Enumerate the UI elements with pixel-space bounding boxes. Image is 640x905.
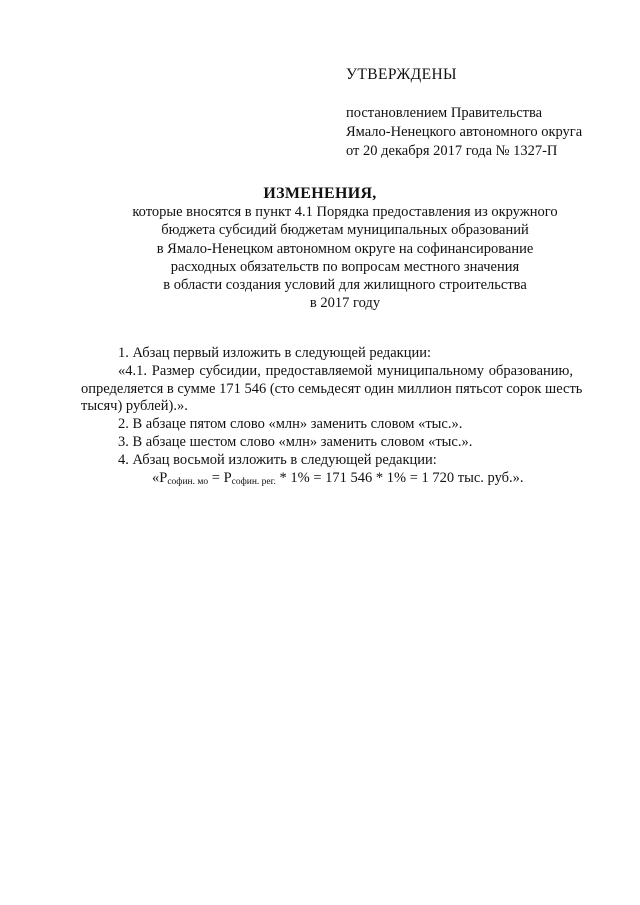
quote-line: определяется в сумме 171 546 (сто семьдесят один миллион пятьсот сорок шесть: [81, 380, 583, 397]
amendment-item-3: 3. В абзаце шестом слово «млн» заменить словом «тыс.».: [118, 433, 473, 450]
formula-subscript: софин. мо: [167, 476, 209, 487]
formula-open: «Р: [152, 469, 168, 486]
subtitle-line: которые вносятся в пункт 4.1 Порядка предоставления из окружного: [132, 204, 558, 220]
subtitle-line: расходных обязательств по вопросам местного значения: [170, 258, 520, 275]
document-title: ИЗМЕНЕНИЯ,: [263, 185, 377, 202]
decree-line: Ямало-Ненецкого автономного округа: [346, 124, 583, 140]
formula-mid: = Р: [208, 469, 232, 486]
quote-line: «4.1. Размер субсидии, предоставляемой муниципальному образованию,: [118, 362, 573, 379]
decree-line: постановлением Правительства: [346, 105, 543, 121]
subsidy-formula: [118, 470, 610, 492]
quote-line: тысяч) рублей).».: [81, 398, 188, 415]
decree-reference: [346, 104, 582, 161]
formula-rest: * 1% = 171 546 * 1% = 1 720 тыс. руб.».: [275, 469, 524, 486]
subtitle-line: в Ямало-Ненецком автономном округе на софинансирование: [156, 240, 534, 257]
approval-heading: УТВЕРЖДЕНЫ: [346, 66, 457, 83]
document-subtitle: [0, 203, 640, 313]
amendment-item-4: 4. Абзац восьмой изложить в следующей редакции:: [118, 451, 437, 468]
subtitle-line: в области создания условий для жилищного строительства: [163, 277, 527, 294]
amendment-item-2: 2. В абзаце пятом слово «млн» заменить словом «тыс.».: [118, 416, 463, 433]
amendment-item-1: 1. Абзац первый изложить в следующей редакции:: [118, 345, 432, 361]
amendment-quote: [81, 362, 583, 416]
decree-line: от 20 декабря 2017 года № 1327-П: [346, 143, 558, 159]
subtitle-line: бюджета субсидий бюджетам муниципальных образований: [161, 222, 529, 239]
document-body: [81, 345, 610, 491]
subtitle-line: в 2017 году: [309, 295, 381, 312]
formula-subscript: софин. рег.: [231, 476, 276, 487]
